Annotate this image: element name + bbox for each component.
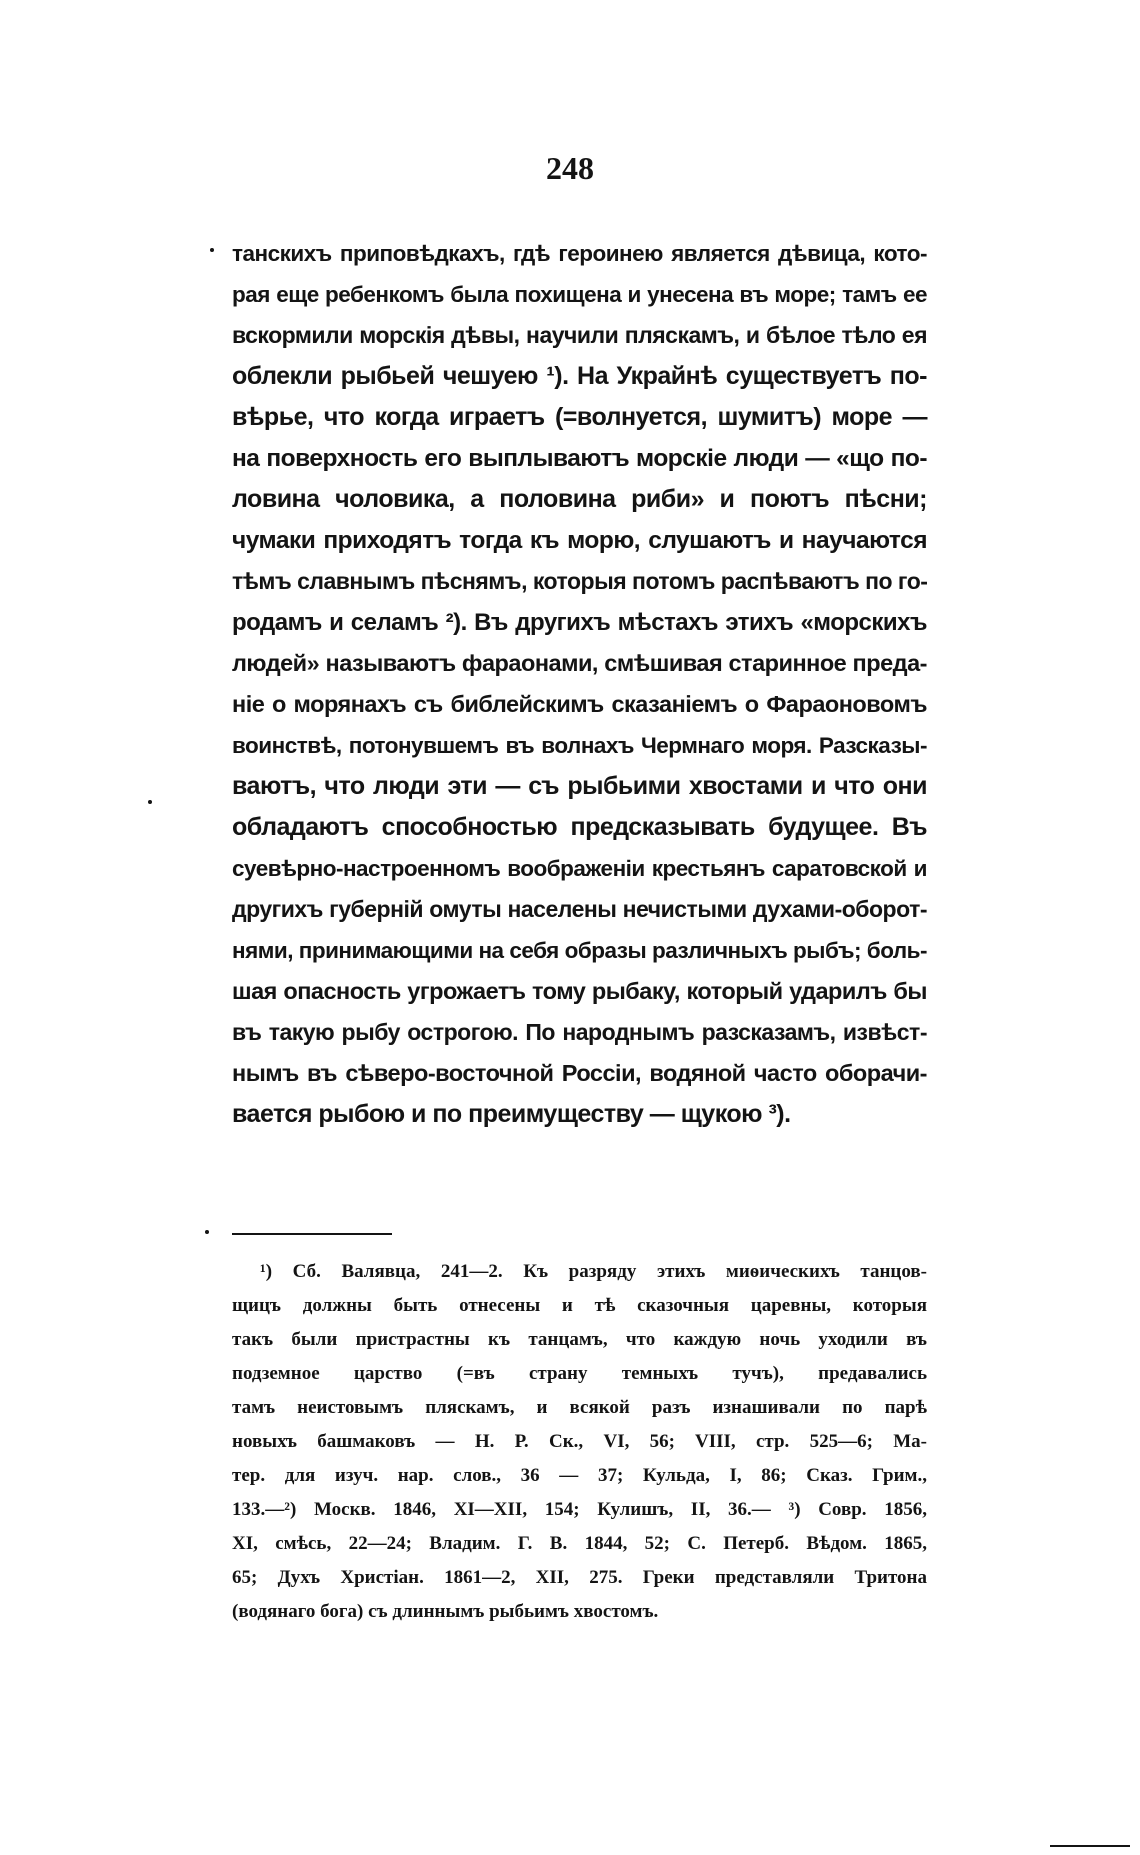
text-line: вѣрье, что когда играетъ (=волнуется, шумитъ) море — <box>232 403 927 431</box>
text-line: другихъ губерній омуты населены нечистыми духами-оборот- <box>232 896 927 922</box>
margin-dot <box>205 1230 209 1234</box>
footnote-line: тер. для изуч. нар. слов., 36 — 37; Кульда, I, 86; Сказ. Грим., <box>232 1465 927 1486</box>
footnote-line: 133.—²) Москв. 1846, XI—XII, 154; Кулишъ, II, 36.— ³) Совр. 1856, <box>232 1499 927 1520</box>
footnote-line: тамъ неистовымъ пляскамъ, и всякой разъ изнашивали по парѣ <box>232 1397 927 1418</box>
text-line: обладаютъ способностью предсказывать будущее. Въ <box>232 813 927 841</box>
footnote-line: подземное царство (=въ страну темныхъ тучъ), предавались <box>232 1363 927 1384</box>
footnote-line: такъ были пристрастны къ танцамъ, что каждую ночь уходили въ <box>232 1329 927 1350</box>
scan-edge-mark <box>1050 1845 1130 1847</box>
text-line: ніе о морянахъ съ библейскимъ сказаніемъ о Фараоновомъ <box>232 691 927 717</box>
text-line: чумаки приходятъ тогда къ морю, слушаютъ и научаются <box>232 527 927 554</box>
text-line: тѣмъ славнымъ пѣснямъ, которыя потомъ распѣваютъ по го- <box>232 568 928 594</box>
footnote-line: новыхъ башмаковъ — Н. Р. Ск., VI, 56; VIII, стр. 525—6; Ма- <box>232 1431 927 1452</box>
footnote-divider <box>232 1233 392 1235</box>
text-line: вается рыбою и по преимуществу — щукою ³). <box>232 1100 791 1128</box>
footnote-line: XI, смѣсь, 22—24; Владим. Г. В. 1844, 52; С. Петерб. Вѣдом. 1865, <box>232 1533 927 1554</box>
text-line: суевѣрно-настроенномъ воображеніи крестьянъ саратовской и <box>232 856 927 881</box>
margin-dot <box>210 248 214 252</box>
text-line: нями, принимающими на себя образы различныхъ рыбъ; боль- <box>232 938 927 963</box>
text-line: родамъ и селамъ ²). Въ другихъ мѣстахъ этихъ «морскихъ <box>232 609 927 636</box>
footnote-line: 65; Духъ Христіан. 1861—2, XII, 275. Греки представляли Тритона <box>232 1567 927 1588</box>
main-text <box>232 233 927 1135</box>
text-line: воинствѣ, потонувшемъ въ волнахъ Чермнаго моря. Разсказы- <box>232 733 927 758</box>
footnote-line: щицъ должны быть отнесены и тѣ сказочныя царевны, которыя <box>232 1295 927 1316</box>
text-line: ловина чоловика, а половина риби» и поютъ пѣсни; <box>232 485 927 513</box>
text-line: рая еще ребенкомъ была похищена и унесена въ море; тамъ ее <box>232 282 927 307</box>
footnote-line: ¹) Сб. Валявца, 241—2. Къ разряду этихъ миѳическихъ танцов- <box>260 1261 927 1282</box>
text-line: людей» называютъ фараонами, смѣшивая старинное преда- <box>232 650 927 676</box>
footnote-line: (водянаго бога) съ длиннымъ рыбьимъ хвостомъ. <box>232 1601 659 1622</box>
margin-dot <box>148 800 152 804</box>
text-line: нымъ въ сѣверо-восточной Россіи, водяной часто оборачи- <box>232 1060 927 1086</box>
text-line: танскихъ приповѣдкахъ, гдѣ героинею является дѣвица, кото- <box>232 241 927 266</box>
page-number: 248 <box>546 150 594 186</box>
text-line: на поверхность его выплываютъ морскіе люди — «що по- <box>232 445 927 472</box>
text-line: въ такую рыбу острогою. По народнымъ разсказамъ, извѣст- <box>232 1019 927 1045</box>
text-line: шая опасность угрожаетъ тому рыбаку, который ударилъ бы <box>232 978 927 1004</box>
text-line: ваютъ, что люди эти — съ рыбьими хвостами и что они <box>232 772 927 800</box>
text-line: облекли рыбьей чешуею ¹). На Украйнѣ существуетъ по- <box>232 362 927 390</box>
footnotes <box>232 1255 927 1629</box>
text-line: вскормили морскія дѣвы, научили пляскамъ, и бѣлое тѣло ея <box>232 322 927 348</box>
